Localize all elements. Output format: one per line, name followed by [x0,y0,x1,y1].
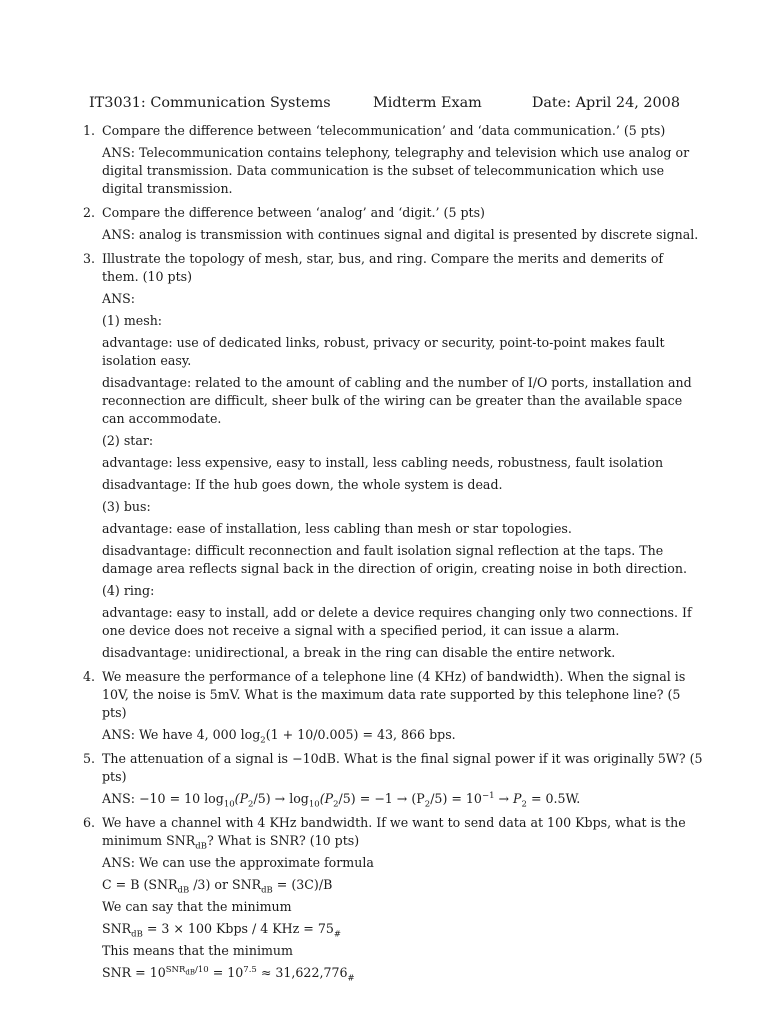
topology-heading-ring: (4) ring: [102,583,155,598]
star-advantage: advantage: less expensive, easy to install, less cabling needs, robustness, fault isolation [102,455,664,470]
question-number: 5. [83,751,96,766]
question-list [83,122,703,988]
question-4 [83,668,703,744]
topology-heading-mesh: (1) mesh: [102,313,163,328]
question-text: Illustrate the topology of mesh, star, bus, and ring. Compare the merits and demerits of them. (10 pts) [102,251,664,284]
question-2 [83,204,703,244]
ring-advantage: advantage: easy to install, add or delete a device requires changing only two connections. If one device does not receive a signal with a specified period, it can issue a alarm. [102,605,692,638]
bus-advantage: advantage: ease of installation, less cabling than mesh or star topologies. [102,521,572,536]
exam-date: Date: April 24, 2008 [531,95,680,111]
topology-heading-star: (2) star: [102,433,154,448]
question-3 [83,250,703,662]
topology-heading-bus: (3) bus: [102,499,151,514]
answer-line-3: We can say that the minimum [102,899,292,914]
question-number: 1. [83,123,96,138]
question-5 [83,750,703,808]
formula-line: C = B ($SNR_{dB}$ /3) or $SNR_{dB} = (3C)/B$ [102,877,333,896]
answer-line-5: This means that the minimum [102,943,293,958]
question-text: The attenuation of a signal is −10dB. What is the final signal power if it was originally 5W? (5 pts) [102,751,703,784]
snr-result: SNR = $10^{SNR_{dB}/10} = 10^{7.5} \approx 31,622,776_{\#}$ [102,964,355,984]
snr-db-result: $SNR_{dB} = 3 \times 100$ Kbps / 4 KHz = $75_{\#}$ [102,921,341,940]
mesh-disadvantage: disadvantage: related to the amount of cabling and the number of I/O ports, installation and reconnection are difficult, sheer bulk of the wiring can be greater than the available space can accommodate. [102,375,692,426]
question-text: We have a channel with 4 KHz bandwidth. If we want to send data at 100 Kbps, what is the minimum $SNR_{dB}$? What is SNR? (10 pts) [102,815,686,852]
question-number: 2. [83,205,96,220]
answer-text: ANS: Telecommunication contains telephony, telegraphy and television which use analog or digital transmission. Data communication is the subset of telecommunication which use digital transmission. [102,145,690,196]
question-number: 4. [83,669,96,684]
ring-disadvantage: disadvantage: unidirectional, a break in the ring can disable the entire network. [102,645,616,660]
mesh-advantage: advantage: use of dedicated links, robust, privacy or security, point-to-point makes fault isolation easy. [102,335,665,368]
question-number: 6. [83,815,96,830]
answer-text: ANS: −10 = 10 $\log_{10}(P_2/5) \to \log_{10}(P_2/5) = -1 \to (P_2/5) = 10^{-1} \to P_2 = 0.5W$. [102,790,581,810]
question-text: Compare the difference between ‘telecommunication’ and ‘data communication.’ (5 pts) [102,123,666,138]
course-title: IT3031: Communication Systems [89,95,331,111]
question-text: We measure the performance of a telephone line (4 KHz) of bandwidth). When the signal is 10V, the noise is 5mV. What is the maximum data rate supported by this telephone line? (5 pts) [102,669,686,720]
answer-text: ANS: analog is transmission with continues signal and digital is presented by discrete signal. [102,227,699,242]
question-6 [83,814,703,982]
answer-label: ANS: [102,291,135,306]
exam-name: Midterm Exam [373,95,482,111]
answer-text: ANS: We have 4, 000 $\log_2(1 + 10/0.005) = 43$, 866 bps. [102,727,456,746]
star-disadvantage: disadvantage: If the hub goes down, the whole system is dead. [102,477,503,492]
bus-disadvantage: disadvantage: difficult reconnection and fault isolation signal reflection at the taps. The damage area reflects signal back in the direction of origin, creating noise in both direction. [102,543,687,576]
answer-line-1: ANS: We can use the approximate formula [102,855,374,870]
question-number: 3. [83,251,96,266]
question-text: Compare the difference between ‘analog’ and ‘digit.’ (5 pts) [102,205,485,220]
question-1 [83,122,703,198]
